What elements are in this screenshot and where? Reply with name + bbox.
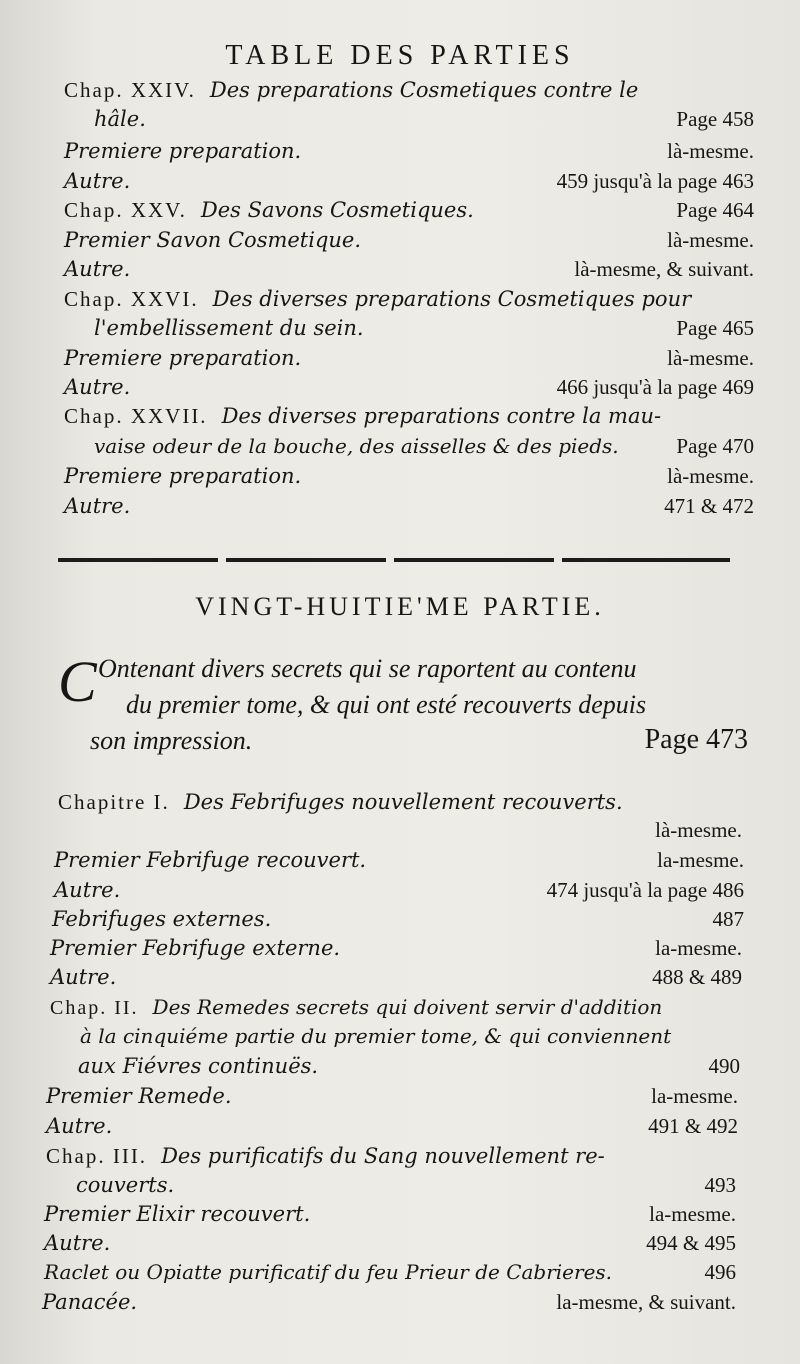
page-reference: 491 & 492 (648, 1114, 738, 1138)
chapter-title-continuation: aux Fiévres continuës. (78, 1054, 319, 1078)
section-divider-rule (394, 558, 554, 562)
chapter-title-continuation: hâle. (94, 107, 146, 131)
section-divider-rule (58, 558, 218, 562)
entry-title: Autre. (44, 1231, 111, 1255)
chapter-title: Des diverses preparations contre la mau- (221, 404, 662, 428)
page-reference: 487 (712, 907, 744, 931)
page-reference: la-mesme, & suivant. (556, 1290, 736, 1314)
entry-title: Autre. (46, 1114, 113, 1138)
chapter-number: Chap. XXV. (64, 198, 187, 222)
page-reference: 496 (704, 1260, 736, 1284)
chapter-number: Chap. XXVI. (64, 287, 199, 311)
entry-title: Premier Remede. (46, 1084, 232, 1108)
entry-title: Premier Febrifuge recouvert. (54, 848, 367, 872)
page-reference: là-mesme. (667, 139, 754, 163)
page-reference: 471 & 472 (664, 494, 754, 518)
entry-title: Autre. (64, 169, 131, 193)
chapter-title: Des Savons Cosmetiques. (200, 198, 474, 222)
entry-title: Premier Febrifuge externe. (50, 936, 341, 960)
chapter-title-continuation: l'embellissement du sein. (94, 316, 364, 340)
page-reference: Page 465 (676, 316, 754, 340)
page-reference: la-mesme. (649, 1202, 736, 1226)
page-reference: Page 458 (676, 107, 754, 131)
chapter-title-continuation: à la cinquiéme partie du premier tome, & qui conviennent (80, 1024, 672, 1048)
page-reference: 488 & 489 (652, 965, 742, 989)
entry-title: Premiere preparation. (64, 139, 302, 163)
chapter-title: Des Febrifuges nouvellement recouverts. (183, 790, 623, 814)
entry-title: Autre. (64, 494, 131, 518)
chapter-title-continuation: couverts. (76, 1173, 175, 1197)
entry-title: Premier Savon Cosmetique. (64, 228, 362, 252)
page-reference: 459 jusqu'à la page 463 (556, 169, 754, 193)
page-reference: la-mesme. (651, 1084, 738, 1108)
page-reference: Page 464 (676, 198, 754, 222)
entry-title: Premier Elixir recouvert. (44, 1202, 311, 1226)
chapter-number: Chap. XXVII. (64, 404, 208, 428)
page-reference: là-mesme. (667, 464, 754, 488)
page-reference: là-mesme, & suivant. (574, 257, 754, 281)
entry-title: Autre. (64, 375, 131, 399)
chapter-title: Des preparations Cosmetiques contre le (209, 78, 639, 102)
part-title: VINGT-HUITIE'ME PARTIE. (195, 592, 605, 621)
part-intro-line: son impression. (90, 726, 253, 755)
part-intro-line: du premier tome, & qui ont esté recouverts depuis (126, 690, 647, 719)
entry-title: Premiere preparation. (64, 346, 302, 370)
section-divider-rule (226, 558, 386, 562)
entry-title: Autre. (54, 878, 121, 902)
page-reference: la-mesme. (657, 848, 744, 872)
page-reference: là-mesme. (667, 228, 754, 252)
entry-title: Febrifuges externes. (52, 907, 272, 931)
part-intro-page: Page 473 (644, 724, 748, 755)
entry-title: Autre. (50, 965, 117, 989)
entry-title: Raclet ou Opiatte purificatif du feu Prieur de Cabrieres. (44, 1260, 613, 1284)
page-reference: 493 (704, 1173, 736, 1197)
page-reference: la-mesme. (655, 936, 742, 960)
section-divider-rule (562, 558, 730, 562)
chapter-number: Chap. XXIV. (64, 78, 196, 102)
chapter-title: Des diverses preparations Cosmetiques pour (212, 287, 692, 311)
page-reference: 494 & 495 (646, 1231, 736, 1255)
chapter-number: Chap. III. (46, 1144, 148, 1168)
entry-title: Premiere preparation. (64, 464, 302, 488)
entry-title: Panacée. (42, 1290, 138, 1314)
chapter-number: Chap. II. (50, 997, 139, 1019)
page-reference: 490 (708, 1054, 740, 1078)
entry-title: Autre. (64, 257, 131, 281)
page-reference: 474 jusqu'à la page 486 (546, 878, 744, 902)
drop-cap: C (58, 649, 97, 714)
chapter-title: Des Remedes secrets qui doivent servir d'addition (152, 995, 663, 1019)
page-reference: là-mesme. (667, 346, 754, 370)
page-reference: Page 470 (676, 434, 754, 458)
page-header-title: TABLE DES PARTIES (225, 40, 575, 71)
chapter-title-continuation: vaise odeur de la bouche, des aisselles & des pieds. (94, 434, 619, 458)
part-intro-line: Ontenant divers secrets qui se raportent au contenu (98, 654, 637, 683)
page-reference: là-mesme. (655, 818, 742, 842)
chapter-number: Chapitre I. (58, 790, 170, 814)
chapter-title: Des purificatifs du Sang nouvellement re- (161, 1144, 605, 1168)
page-reference: 466 jusqu'à la page 469 (556, 375, 754, 399)
